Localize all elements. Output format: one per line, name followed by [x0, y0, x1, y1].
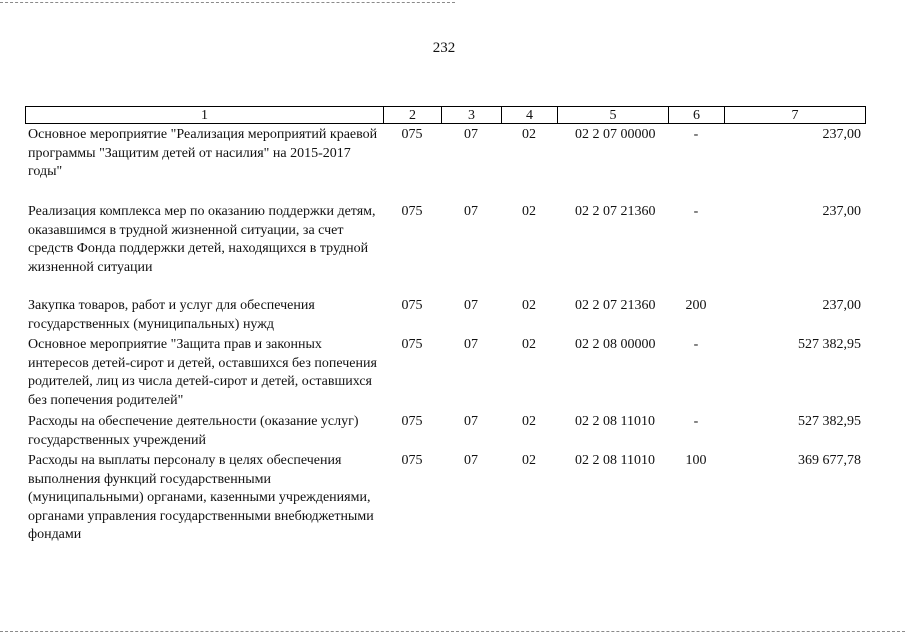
row-code-2: 075 — [401, 337, 423, 352]
row-code-2: 075 — [401, 204, 423, 219]
row-code-3: 07 — [464, 414, 478, 429]
row-description: Расходы на обеспечение деятельности (оказание услуг) государственных учреждений — [28, 414, 359, 448]
row-description: Реализация комплекса мер по оказанию поддержки детям, оказавшимся в трудной жизненной ситуации, за счет средств Фонда поддержки детей, находящихся в трудной жизненной ситуации — [28, 204, 376, 275]
row-code-4: 02 — [522, 337, 536, 352]
header-col-5: 5 — [558, 107, 669, 123]
row-code-3: 07 — [464, 204, 478, 219]
row-code-4: 02 — [522, 414, 536, 429]
row-code-2: 075 — [401, 414, 423, 429]
row-code-3: 07 — [464, 298, 478, 313]
header-col-1: 1 — [26, 107, 384, 123]
table-row — [25, 124, 866, 201]
row-code-5: 02 2 08 11010 — [575, 453, 655, 468]
row-code-6: 200 — [685, 298, 707, 313]
row-code-6: - — [693, 204, 699, 219]
scan-edge-top — [0, 2, 455, 3]
header-col-7: 7 — [791, 108, 799, 123]
row-code-3: 07 — [464, 453, 478, 468]
row-code-6: - — [693, 127, 699, 142]
row-amount: 237,00 — [822, 298, 861, 313]
row-code-6: - — [693, 337, 699, 352]
page-number: 232 — [432, 40, 456, 56]
row-description: Основное мероприятие "Защита прав и законных интересов детей-сирот и детей, оставшихся без попечения родителей, лиц из числа детей-сирот и детей, оставшихся без попечения родителей" — [28, 337, 377, 408]
row-code-2: 075 — [401, 298, 423, 313]
header-col-6: 6 — [669, 107, 725, 123]
table-row — [25, 411, 866, 450]
row-code-5: 02 2 07 21360 — [575, 204, 656, 219]
row-code-2: 075 — [401, 453, 423, 468]
row-code-4: 02 — [522, 204, 536, 219]
row-description: Расходы на выплаты персоналу в целях обеспечения выполнения функций государственными (муниципальными) органами, казенными учреждениями, органами управления государственными внебюджетными фондами — [28, 453, 374, 542]
row-code-3: 07 — [464, 127, 478, 142]
table-row — [25, 295, 866, 334]
row-code-5: 02 2 07 00000 — [575, 127, 656, 142]
header-col-2: 2 — [384, 107, 442, 123]
row-amount: 237,00 — [822, 204, 861, 219]
row-code-5: 02 2 08 11010 — [575, 414, 655, 429]
row-code-5: 02 2 08 00000 — [575, 337, 656, 352]
table-row — [25, 201, 866, 295]
row-code-6: - — [693, 414, 699, 429]
table-row — [25, 334, 866, 411]
row-amount: 527 382,95 — [798, 414, 861, 429]
row-amount: 527 382,95 — [798, 337, 861, 352]
row-code-4: 02 — [522, 127, 536, 142]
scan-edge-bottom — [0, 631, 905, 632]
row-code-5: 02 2 07 21360 — [575, 298, 656, 313]
row-code-2: 075 — [401, 127, 423, 142]
row-amount: 369 677,78 — [798, 453, 861, 468]
row-description: Основное мероприятие "Реализация мероприятий краевой программы "Защитим детей от насилия" на 2015-2017 годы" — [28, 127, 378, 179]
header-col-4: 4 — [502, 107, 558, 123]
table-header — [25, 106, 866, 124]
header-col-3: 3 — [442, 107, 502, 123]
table-row — [25, 450, 866, 546]
row-code-6: 100 — [685, 453, 707, 468]
row-amount: 237,00 — [822, 127, 861, 142]
row-code-3: 07 — [464, 337, 478, 352]
row-code-4: 02 — [522, 298, 536, 313]
row-description: Закупка товаров, работ и услуг для обеспечения государственных (муниципальных) нужд — [28, 298, 315, 332]
table-body — [25, 124, 866, 546]
row-code-4: 02 — [522, 453, 536, 468]
